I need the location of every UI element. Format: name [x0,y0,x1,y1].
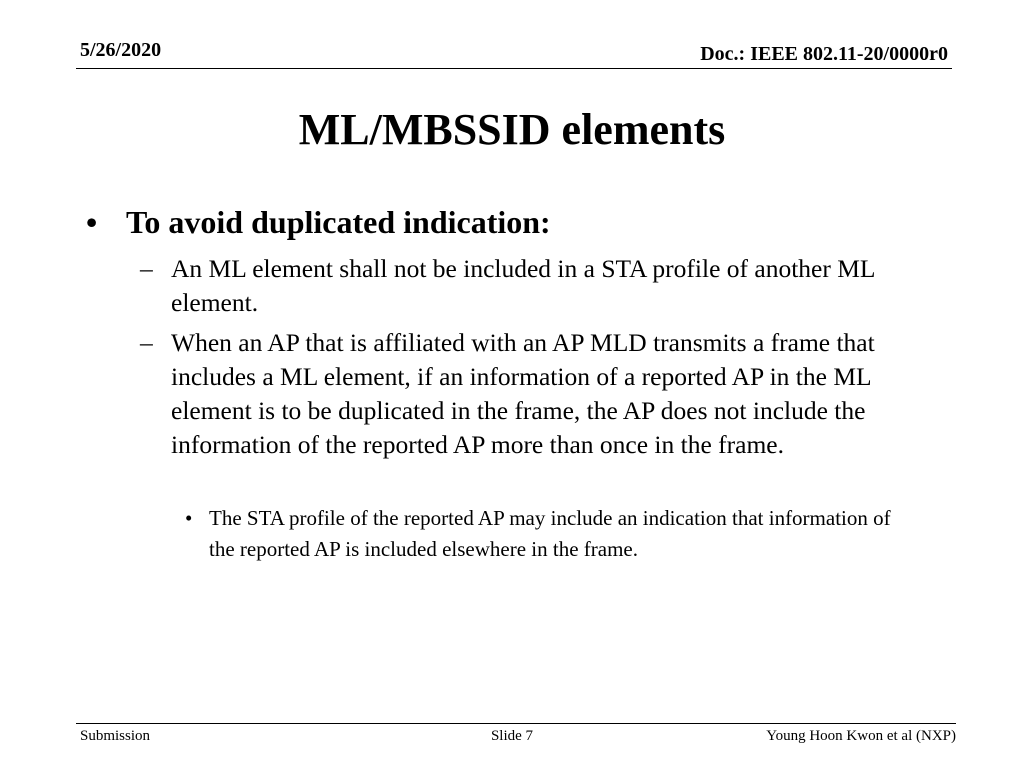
header-divider [76,68,952,69]
footer-submission: Submission [80,728,151,744]
bullet-dot-icon: • [185,506,193,530]
slide-title: ML/MBSSID elements [298,105,726,154]
footer-author: Young Hoon Kwon et al (NXP) [766,728,956,744]
bullet-level2-text: An ML element shall not be included in a STA profile of another ML element. [171,254,875,317]
bullet-dot-icon: • [86,204,98,240]
bullet-level2-item [140,252,930,320]
dash-bullet-icon: – [140,254,153,283]
bullet-level3-text: The STA profile of the reported AP may include an indication that information of the reported AP is included elsewhere in the frame. [209,506,891,561]
bullet-level2-text: When an AP that is affiliated with an AP MLD transmits a frame that includes a ML element, if an information of a reported AP in the ML element is to be duplicated in the frame, the AP does not include the information of the reported AP more than once in the frame. [171,328,875,459]
bullet-level1-text: To avoid duplicated indication: [126,204,551,240]
header-date: 5/26/2020 [80,39,162,61]
bullet-level3-item [185,503,905,565]
footer-slide-number: Slide 7 [490,728,534,744]
dash-bullet-icon: – [140,328,153,357]
bullet-level2-item [140,326,930,462]
header-document-id: Doc.: IEEE 802.11-20/0000r0 [700,43,948,65]
footer-divider [76,723,956,724]
